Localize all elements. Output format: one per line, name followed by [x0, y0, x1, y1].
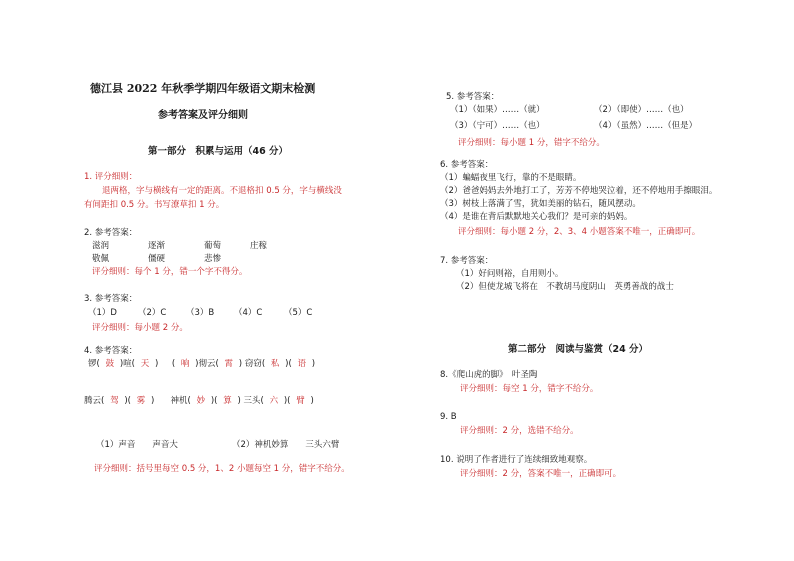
page-subtitle: 参考答案及评分细则 [158, 110, 248, 121]
q2-word-3: 葡萄 [204, 241, 222, 251]
q5-answer-4: （4）（虽然）……（但是） [594, 121, 698, 131]
q1-rule-line2: 有间距扣 0.5 分。书写潦草扣 1 分。 [84, 200, 225, 210]
q4-r2-post-4: ) [237, 396, 241, 406]
q4-r1-post-5: )( [285, 359, 292, 369]
q4-r2-ans-4: 算 [223, 396, 232, 406]
q4-r1-post-4: ) [238, 359, 243, 369]
q4-r2-post-1: )( [124, 396, 131, 406]
q9-answer: 9. B [440, 412, 457, 422]
q4-r2-ans-5: 六 [269, 396, 279, 406]
q4-category-1: （1）声音 声音大 [96, 440, 178, 450]
q1-rule-line1: 退两格，字与横线有一定的距离。不退格扣 0.5 分，字与横线没 [102, 186, 342, 196]
q4-r1-pre-1: 锣( [88, 359, 100, 369]
q3-answer-1: （1）D [88, 308, 117, 318]
q4-r2-ans-1: 驾 [110, 396, 119, 406]
q4-r1-ans-2: 天 [140, 359, 150, 369]
q4-r2-ans-3: 妙 [196, 396, 206, 406]
q4-r2-post-3: )( [210, 396, 218, 406]
q4-r2-pre-1: 腾云( [84, 396, 105, 406]
q6-line-1: （1）蝙蝠夜里飞行，靠的不是眼睛。 [440, 173, 582, 183]
q2-word-6: 僵硬 [148, 254, 166, 264]
q3-answer-2: （2）C [138, 308, 167, 318]
q8-answer: 8.《爬山虎的脚》 叶圣陶 [440, 370, 538, 380]
q7-line-1: （1）好问则裕，自用则小。 [456, 269, 564, 279]
q4-r1-ans-6: 语 [297, 359, 307, 369]
q2-word-1: 滋润 [92, 241, 110, 251]
q5-answer-1: （1）（如果）……（就） [450, 105, 545, 115]
q3-answer-4: （4）C [234, 308, 263, 318]
q9-rule: 评分细则：2 分，选错不给分。 [460, 426, 579, 436]
q3-label: 3. 参考答案： [84, 294, 138, 304]
q5-answer-2: （2）（即使）……（也） [594, 105, 689, 115]
q8-rule: 评分细则：每空 1 分，错字不给分。 [460, 384, 599, 394]
q4-r2-pre-3: 神机( [170, 396, 191, 406]
q3-answer-3: （3）B [186, 308, 215, 318]
q4-r1-ans-1: 鼓 [105, 359, 115, 369]
q7-label: 7. 参考答案： [440, 256, 494, 266]
q4-r1-post-3: )彻云( [195, 359, 219, 369]
q2-word-5: 敬佩 [92, 254, 110, 264]
q4-label: 4. 参考答案： [84, 346, 138, 356]
q2-word-2: 逐渐 [148, 241, 166, 251]
q6-rule: 评分细则：每小题 2 分，2、3、4 小题答案不唯一，正确即可。 [458, 227, 701, 237]
q3-rule: 评分细则：每小题 2 分。 [92, 323, 188, 333]
q2-word-7: 悲惨 [204, 254, 222, 264]
q4-r2-post-6: ) [310, 396, 314, 406]
q4-r2-pre-5: 三头( [243, 396, 264, 406]
q6-label: 6. 参考答案： [440, 160, 494, 170]
q4-r1-ans-4: 霄 [224, 359, 234, 369]
q4-r1-pre-3: ( [171, 359, 176, 369]
q2-rule: 评分细则：每个 1 分，错一个字不得分。 [92, 267, 248, 277]
q2-label: 2. 参考答案： [84, 228, 138, 238]
q4-r1-ans-3: 响 [180, 359, 190, 369]
q2-word-4: 庄稼 [250, 241, 268, 251]
q4-row2 [84, 396, 314, 407]
q4-r2-post-2: ) [150, 396, 155, 406]
q4-r2-post-5: )( [283, 396, 291, 406]
q10-rule: 评分细则：2 分，答案不唯一，正确即可。 [460, 469, 622, 479]
q4-r1-post-2: ) [154, 359, 159, 369]
part1-heading: 第一部分 积累与运用（46 分） [148, 146, 289, 157]
q4-r2-ans-6: 臂 [296, 396, 305, 406]
q6-line-3: （3）树枝上落满了雪，犹如美丽的钻石，随风摆动。 [440, 199, 641, 209]
q4-row1 [88, 359, 315, 370]
q5-rule: 评分细则：每小题 1 分，错字不给分。 [458, 138, 605, 148]
q4-r1-post-6: ) [311, 359, 316, 369]
part2-heading: 第二部分 阅读与鉴赏（24 分） [508, 344, 649, 355]
q1-label: 1. 评分细则： [84, 172, 138, 182]
q4-r1-ans-5: 私 [270, 359, 280, 369]
q5-answer-3: （3）（宁可）……（也） [450, 121, 545, 131]
q10-answer: 10. 说明了作者进行了连续细致地观察。 [440, 455, 593, 465]
q3-answer-5: （5）C [284, 308, 313, 318]
q4-r2-ans-2: 雾 [136, 396, 146, 406]
page-title: 德江县 2022 年秋季学期四年级语文期末检测 [90, 82, 316, 95]
q4-r1-post-1: )喧( [119, 359, 135, 369]
q4-r1-pre-5: 窃窃( [244, 359, 266, 369]
q7-line-2: （2）但使龙城飞将在 不教胡马度阴山 英勇善战的战士 [456, 282, 674, 292]
q4-category-2: （2）神机妙算 三头六臂 [232, 440, 340, 450]
q6-line-4: （4）是谁在背后默默地关心我们？是可亲的妈妈。 [440, 212, 633, 222]
q5-label: 5. 参考答案： [446, 92, 500, 102]
q4-rule: 评分细则：括号里每空 0.5 分，1、2 小题每空 1 分，错字不给分。 [94, 464, 350, 474]
q6-line-2: （2）爸爸妈妈去外地打工了，芳芳不停地哭泣着，还不停地用手擦眼泪。 [440, 186, 718, 196]
